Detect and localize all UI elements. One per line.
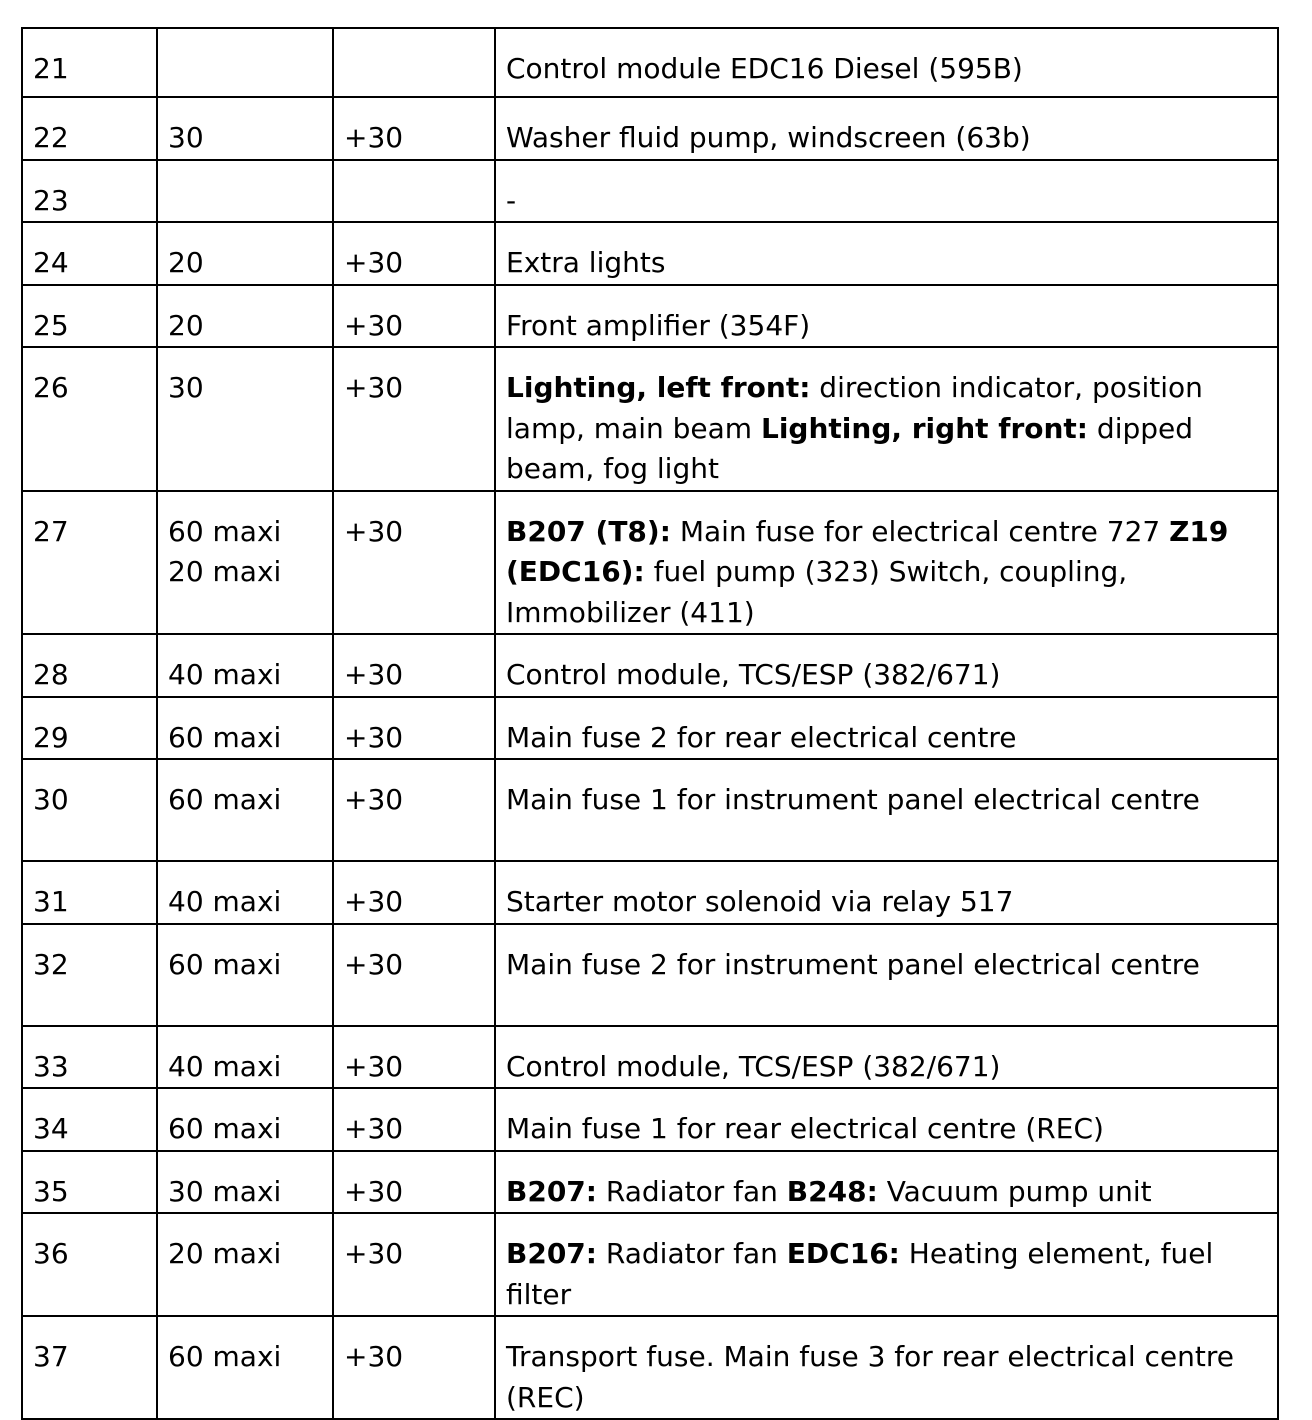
fuse-table xyxy=(21,27,1279,1420)
fuse-description-cell xyxy=(495,160,1278,223)
fuse-terminal: +30 xyxy=(344,947,404,981)
fuse-number-cell xyxy=(22,28,157,97)
fuse-terminal: +30 xyxy=(344,720,404,754)
fuse-number: 21 xyxy=(33,52,69,85)
fuse-terminal: +30 xyxy=(344,246,404,279)
fuse-description-cell xyxy=(495,1316,1278,1419)
table-row xyxy=(22,28,1278,97)
fuse-number: 32 xyxy=(33,947,69,981)
fuse-terminal: +30 xyxy=(344,1340,404,1373)
fuse-description-cell xyxy=(495,347,1278,491)
fuse-number-cell xyxy=(22,1088,157,1151)
fuse-rating: 20 xyxy=(168,308,204,342)
description-label: B207 (T8): xyxy=(506,514,671,548)
fuse-terminal-cell xyxy=(333,97,495,160)
fuse-number: 33 xyxy=(33,1049,69,1083)
fuse-number-cell xyxy=(22,697,157,760)
table-row xyxy=(22,1213,1278,1316)
fuse-description-cell xyxy=(495,924,1278,1026)
fuse-number-cell xyxy=(22,160,157,223)
table-row xyxy=(22,1151,1278,1214)
description-text: Control module, TCS/ESP (382/671) xyxy=(506,1049,1001,1083)
fuse-rating-cell xyxy=(157,491,333,635)
fuse-terminal-cell xyxy=(333,1316,495,1419)
fuse-rating: 60 maxi xyxy=(168,783,282,816)
table-row xyxy=(22,1088,1278,1151)
fuse-terminal-cell xyxy=(333,861,495,924)
description-text: Washer fluid pump, windscreen (63b) xyxy=(506,121,1031,154)
description-label: Lighting, right front: xyxy=(760,411,1089,445)
fuse-number: 25 xyxy=(33,308,69,342)
fuse-description-cell xyxy=(495,222,1278,285)
description-label: Z19 (EDC16): xyxy=(506,514,1229,588)
fuse-number-cell xyxy=(22,491,157,635)
fuse-terminal: +30 xyxy=(344,1174,404,1208)
table-row xyxy=(22,222,1278,285)
description-label: B207: xyxy=(506,1174,597,1208)
fuse-number-cell xyxy=(22,634,157,697)
fuse-number-cell xyxy=(22,97,157,160)
fuse-rating: 60 maxi xyxy=(168,1112,282,1145)
fuse-rating-cell xyxy=(157,697,333,760)
fuse-number: 37 xyxy=(33,1340,69,1373)
description-text: fuel pump (323) Switch, coupling, Immobilizer (411) xyxy=(506,555,1128,629)
fuse-number: 36 xyxy=(33,1237,69,1270)
fuse-number-cell xyxy=(22,861,157,924)
fuse-number: 34 xyxy=(33,1112,69,1145)
table-row xyxy=(22,759,1278,861)
fuse-description-cell xyxy=(495,285,1278,348)
fuse-terminal: +30 xyxy=(344,308,404,342)
fuse-number: 23 xyxy=(33,183,69,217)
table-row xyxy=(22,160,1278,223)
fuse-rating: 60 maxi xyxy=(168,947,282,981)
fuse-terminal-cell xyxy=(333,1088,495,1151)
fuse-terminal: +30 xyxy=(344,658,404,691)
fuse-description-cell xyxy=(495,861,1278,924)
fuse-terminal-cell xyxy=(333,924,495,1026)
description-text: Main fuse 2 for rear electrical centre xyxy=(506,720,1017,754)
fuse-description-cell xyxy=(495,1151,1278,1214)
fuse-rating-cell xyxy=(157,222,333,285)
fuse-description-cell xyxy=(495,491,1278,635)
fuse-rating: 20 xyxy=(168,246,204,279)
fuse-number: 35 xyxy=(33,1174,69,1208)
description-label: Lighting, left front: xyxy=(506,371,811,404)
fuse-number: 28 xyxy=(33,658,69,691)
fuse-terminal: +30 xyxy=(344,1112,404,1145)
fuse-terminal: +30 xyxy=(344,783,404,816)
description-text: direction indicator, position lamp, main beam xyxy=(506,371,1203,445)
fuse-rating: 60 maxi xyxy=(168,720,282,754)
fuse-description-cell xyxy=(495,1213,1278,1316)
fuse-terminal-cell xyxy=(333,697,495,760)
fuse-rating: 30 xyxy=(168,121,204,154)
table-row xyxy=(22,491,1278,635)
fuse-terminal: +30 xyxy=(344,885,404,918)
fuse-description-cell xyxy=(495,697,1278,760)
fuse-number-cell xyxy=(22,1151,157,1214)
fuse-terminal: +30 xyxy=(344,1049,404,1083)
fuse-number: 30 xyxy=(33,783,69,816)
fuse-rating-cell xyxy=(157,160,333,223)
description-text: Control module, TCS/ESP (382/671) xyxy=(506,658,1001,691)
fuse-number-cell xyxy=(22,924,157,1026)
fuse-terminal-cell xyxy=(333,222,495,285)
fuse-terminal-cell xyxy=(333,347,495,491)
fuse-terminal: +30 xyxy=(344,371,404,404)
fuse-rating-cell xyxy=(157,1213,333,1316)
fuse-terminal: +30 xyxy=(344,1237,404,1270)
description-text: Radiator fan xyxy=(597,1237,787,1270)
fuse-terminal-cell xyxy=(333,160,495,223)
fuse-rating-cell xyxy=(157,759,333,861)
description-text: Main fuse 2 for instrument panel electrical centre xyxy=(506,947,1200,981)
fuse-number: 22 xyxy=(33,121,69,154)
description-text: Heating element, fuel filter xyxy=(506,1237,1214,1311)
description-text: Transport fuse. Main fuse 3 for rear electrical centre (REC) xyxy=(506,1340,1234,1414)
fuse-number: 27 xyxy=(33,514,69,548)
fuse-terminal: +30 xyxy=(344,514,404,548)
fuse-rating-cell xyxy=(157,285,333,348)
fuse-rating-cell xyxy=(157,1316,333,1419)
table-row xyxy=(22,697,1278,760)
fuse-rating: 20 maxi xyxy=(168,555,282,588)
fuse-rating: 30 xyxy=(168,371,204,404)
fuse-terminal-cell xyxy=(333,759,495,861)
fuse-terminal-cell xyxy=(333,285,495,348)
fuse-number-cell xyxy=(22,222,157,285)
description-text: - xyxy=(506,183,517,217)
description-label: B207: xyxy=(506,1237,597,1270)
fuse-number: 26 xyxy=(33,371,69,404)
fuse-number-cell xyxy=(22,1316,157,1419)
description-text: Main fuse 1 for instrument panel electrical centre xyxy=(506,783,1200,816)
fuse-rating: 40 maxi xyxy=(168,885,282,918)
description-text: Front amplifier (354F) xyxy=(506,308,811,342)
fuse-terminal-cell xyxy=(333,634,495,697)
table-row xyxy=(22,1316,1278,1419)
table-row xyxy=(22,861,1278,924)
description-label: B248: xyxy=(786,1174,878,1208)
fuse-number-cell xyxy=(22,1026,157,1089)
description-text: Main fuse for electrical centre 727 xyxy=(670,514,1170,548)
description-text: Starter motor solenoid via relay 517 xyxy=(506,885,1014,918)
fuse-terminal-cell xyxy=(333,1026,495,1089)
fuse-number-cell xyxy=(22,759,157,861)
fuse-rating: 30 maxi xyxy=(168,1174,282,1208)
fuse-number-cell xyxy=(22,1213,157,1316)
fuse-table-body xyxy=(22,28,1278,1419)
description-text: Control module EDC16 Diesel (595B) xyxy=(506,52,1023,85)
fuse-description-cell xyxy=(495,97,1278,160)
fuse-rating-cell xyxy=(157,861,333,924)
fuse-number-cell xyxy=(22,347,157,491)
table-row xyxy=(22,347,1278,491)
fuse-description-cell xyxy=(495,28,1278,97)
description-text: Radiator fan xyxy=(597,1174,787,1208)
fuse-terminal-cell xyxy=(333,28,495,97)
description-text: dipped beam, fog light xyxy=(506,411,1194,485)
table-row xyxy=(22,97,1278,160)
fuse-rating: 40 maxi xyxy=(168,1049,282,1083)
fuse-rating-cell xyxy=(157,1151,333,1214)
fuse-rating: 60 maxi xyxy=(168,514,282,548)
fuse-rating-cell xyxy=(157,924,333,1026)
description-text: Extra lights xyxy=(506,246,666,279)
table-row xyxy=(22,924,1278,1026)
table-row xyxy=(22,634,1278,697)
description-text: Main fuse 1 for rear electrical centre (REC) xyxy=(506,1112,1104,1145)
fuse-number: 29 xyxy=(33,720,69,754)
fuse-terminal-cell xyxy=(333,1213,495,1316)
fuse-rating: 40 maxi xyxy=(168,658,282,691)
fuse-number-cell xyxy=(22,285,157,348)
fuse-rating-cell xyxy=(157,634,333,697)
fuse-rating: 60 maxi xyxy=(168,1340,282,1373)
fuse-description-cell xyxy=(495,1088,1278,1151)
table-row xyxy=(22,1026,1278,1089)
fuse-terminal: +30 xyxy=(344,121,404,154)
description-label: EDC16: xyxy=(786,1237,900,1270)
fuse-rating-cell xyxy=(157,1026,333,1089)
fuse-rating-cell xyxy=(157,1088,333,1151)
fuse-terminal-cell xyxy=(333,1151,495,1214)
fuse-rating-cell xyxy=(157,28,333,97)
fuse-number: 31 xyxy=(33,885,69,918)
fuse-terminal-cell xyxy=(333,491,495,635)
fuse-rating-cell xyxy=(157,347,333,491)
fuse-rating-cell xyxy=(157,97,333,160)
fuse-description-cell xyxy=(495,634,1278,697)
fuse-number: 24 xyxy=(33,246,69,279)
description-text: Vacuum pump unit xyxy=(877,1174,1152,1208)
fuse-rating: 20 maxi xyxy=(168,1237,282,1270)
table-row xyxy=(22,285,1278,348)
fuse-description-cell xyxy=(495,759,1278,861)
fuse-description-cell xyxy=(495,1026,1278,1089)
